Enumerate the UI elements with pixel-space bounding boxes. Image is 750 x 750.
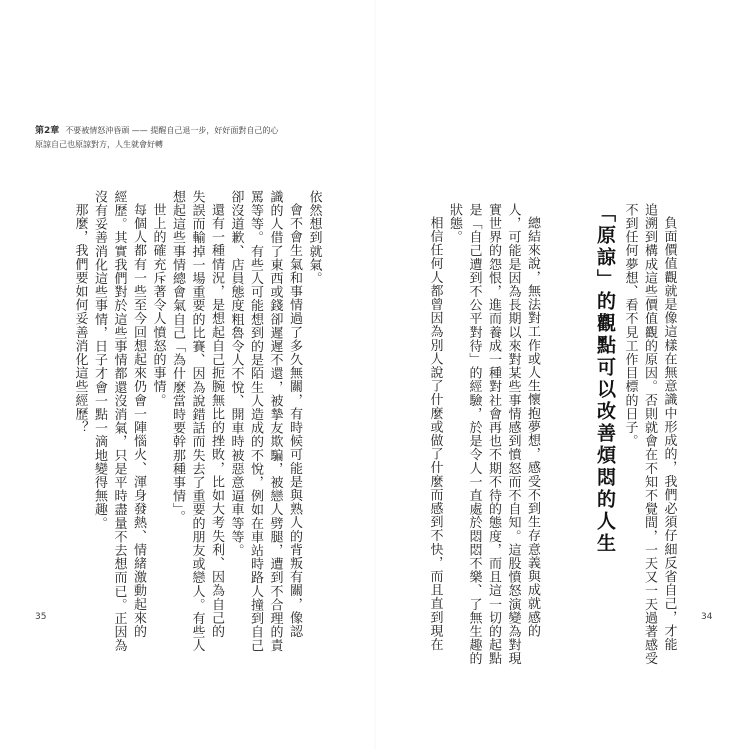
text-line: 會不會生氣和事情過了多久無關，有時候可能是與熟人的背叛有關，像認	[287, 203, 302, 639]
running-head-line-2: 原諒自己也原諒對方，人生就會好轉	[35, 140, 163, 149]
text-line: 世上的確充斥著令人憤怒的事情。	[150, 203, 166, 407]
text-line: 沒有妥善消化這些事情，日子才會一點一滴地變得無趣。	[92, 190, 107, 530]
running-head-line-1	[35, 124, 278, 138]
text-line: 還有一種情況，是想起自己扼腕無比的挫敗，比如大考失利、因為自己的	[209, 203, 224, 639]
text-line: 負面價值觀就是像這樣在無意識中形成的，我們必須仔細反省自己，才能	[661, 216, 677, 652]
chapter-label: 第2章	[35, 126, 60, 136]
text-line: 相信任何人都曾因為別人說了什麼或做了什麼而感到不快，而且直到現在	[427, 216, 443, 652]
text-line: 識的人借了東西或錢卻遲遲不還，被摯友欺騙，被戀人劈腿，遭到不合理的責	[267, 190, 283, 653]
text-line: 那麼，我們要如何妥善消化這些經歷？	[72, 203, 88, 435]
text-line: 每個人都有一些至今回想起來仍會一陣惱火、渾身發熱、情緒激動起來的	[131, 203, 146, 639]
running-head	[35, 124, 278, 152]
page-number-right: 34	[701, 612, 713, 622]
text-line: 追溯到構成這些價值觀的原因。否則就會在不知不覺間，一天又一天過著感受	[642, 203, 657, 666]
section-heading: 「原諒」的觀點可以改善煩悶的人生	[594, 203, 616, 555]
text-line: 是「自己遭到不公平對待」的經驗，於是令人一直處於悶悶不樂、了無生趣的	[466, 203, 482, 666]
text-line: 不到任何夢想、看不見工作目標的日子。	[622, 203, 638, 448]
text-line: 罵等等。有些人可能想到的是陌生人造成的不悅，例如在車站時路人撞到自己	[248, 190, 263, 653]
gutter	[374, 0, 376, 750]
text-line: 卻沒道歉、店員態度粗魯令人不悅、開車時被惡意逼車等等。	[228, 190, 244, 558]
text-line: 實世界的怨恨，進而養成一種對社會再也不期不待的態度，而且這一切的起點	[486, 203, 501, 666]
running-head-title: 不要被情怒沖昏頭 —— 提醒自己退一步，好好面對自己的心	[65, 126, 279, 135]
right-page-body	[425, 203, 542, 665]
text-line: 想起這些事情總會氣自己「為什麼當時要幹那種事情」。	[170, 190, 185, 524]
right-page-top-paragraph	[620, 203, 679, 665]
left-page-body	[70, 190, 324, 652]
text-line: 狀態。	[447, 203, 462, 244]
text-line: 總結來說，無法對工作或人生懷抱夢想，感受不到生存意義與成就感的	[525, 216, 540, 638]
text-line: 失誤而輸掉一場重要的比賽、因為說錯話而失去了重要的朋友或戀人。有些人	[189, 190, 205, 653]
text-line: 經歷。其實我們對於這些事情都還沒消氣，只是平時盡量不去想而已。正因為	[111, 190, 127, 653]
text-line: 人，可能是因為長期以來對某些事情感到憤怒而不自知。這股憤怒演變為對現	[505, 203, 521, 666]
page-number-left: 35	[35, 612, 47, 622]
text-line: 依然想到就氣。	[306, 190, 322, 286]
